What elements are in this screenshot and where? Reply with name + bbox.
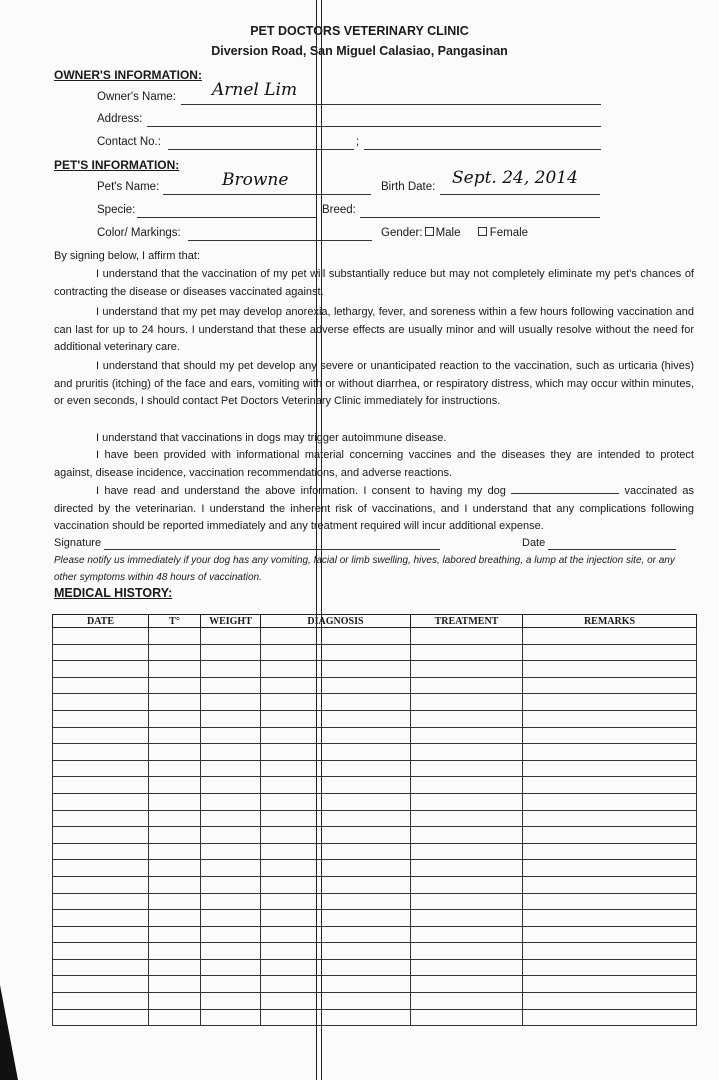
table-cell	[201, 959, 261, 976]
owner-name-label: Owner's Name:	[97, 91, 176, 103]
table-cell	[261, 744, 411, 761]
table-cell	[149, 993, 201, 1010]
medical-history-table	[52, 614, 697, 1026]
address-line	[147, 126, 601, 127]
table-cell	[149, 827, 201, 844]
table-cell	[411, 943, 523, 960]
table-cell	[53, 926, 149, 943]
column-header-remarks: REMARKS	[523, 615, 697, 628]
table-cell	[53, 910, 149, 927]
female-checkbox	[478, 227, 487, 236]
consent-paragraph-4: I understand that vaccinations in dogs may trigger autoimmune disease.	[96, 432, 447, 444]
table-row	[53, 677, 697, 694]
table-cell	[261, 893, 411, 910]
table-cell	[53, 661, 149, 678]
table-cell	[411, 926, 523, 943]
table-cell	[523, 959, 697, 976]
table-cell	[149, 1009, 201, 1026]
table-row	[53, 893, 697, 910]
table-cell	[261, 976, 411, 993]
table-cell	[149, 677, 201, 694]
table-row	[53, 876, 697, 893]
table-cell	[261, 760, 411, 777]
table-cell	[411, 910, 523, 927]
table-cell	[261, 661, 411, 678]
table-cell	[523, 628, 697, 645]
table-row	[53, 793, 697, 810]
table-cell	[201, 644, 261, 661]
table-cell	[411, 893, 523, 910]
table-cell	[261, 644, 411, 661]
breed-label: Breed:	[322, 204, 356, 216]
table-row	[53, 910, 697, 927]
table-row	[53, 993, 697, 1010]
contact-line-2	[364, 149, 601, 150]
column-header-temperature: T°	[149, 615, 201, 628]
table-cell	[411, 876, 523, 893]
table-cell	[201, 943, 261, 960]
table-cell	[53, 760, 149, 777]
table-cell	[201, 793, 261, 810]
consent-paragraph-2: I understand that my pet may develop anorexia, lethargy, fever, and soreness within a few hours following vaccination and can last for up to 24 hours. I understand that these adverse effects are usually minor and will usually resolve without the need for additional veterinary care.	[54, 306, 694, 353]
breed-line	[360, 217, 600, 218]
table-cell	[411, 677, 523, 694]
table-cell	[201, 1009, 261, 1026]
table-cell	[149, 628, 201, 645]
table-cell	[523, 843, 697, 860]
column-header-treatment: TREATMENT	[411, 615, 523, 628]
table-cell	[201, 843, 261, 860]
table-cell	[261, 1009, 411, 1026]
gender-field	[381, 227, 528, 239]
table-cell	[411, 993, 523, 1010]
table-cell	[523, 993, 697, 1010]
table-cell	[261, 860, 411, 877]
table-row	[53, 760, 697, 777]
table-cell	[523, 644, 697, 661]
gender-label: Gender:	[381, 227, 423, 239]
table-cell	[53, 860, 149, 877]
table-cell	[201, 760, 261, 777]
table-cell	[523, 1009, 697, 1026]
column-header-date: DATE	[53, 615, 149, 628]
table-row	[53, 810, 697, 827]
table-cell	[411, 694, 523, 711]
birth-date-label: Birth Date:	[381, 181, 436, 193]
contact-separator: ;	[356, 136, 360, 148]
table-cell	[411, 976, 523, 993]
table-cell	[53, 893, 149, 910]
table-cell	[411, 793, 523, 810]
table-cell	[53, 677, 149, 694]
table-cell	[201, 910, 261, 927]
table-cell	[523, 677, 697, 694]
table-cell	[149, 860, 201, 877]
table-cell	[201, 876, 261, 893]
table-cell	[411, 744, 523, 761]
table-cell	[149, 694, 201, 711]
table-cell	[261, 943, 411, 960]
table-cell	[201, 677, 261, 694]
birth-date-value: Sept. 24, 2014	[452, 168, 578, 188]
female-label: Female	[489, 227, 529, 239]
table-row	[53, 777, 697, 794]
table-cell	[149, 727, 201, 744]
table-cell	[523, 860, 697, 877]
table-cell	[523, 760, 697, 777]
table-cell	[201, 628, 261, 645]
consent-paragraph-1: I understand that the vaccination of my pet will substantially reduce but may not completely eliminate my pet's chances of contracting the disease or diseases vaccinated against.	[54, 268, 694, 298]
table-cell	[201, 744, 261, 761]
table-row	[53, 727, 697, 744]
scan-fold-line	[316, 0, 322, 1080]
consent-paragraph-6-start: I have read and understand the above information. I consent to having my dog	[96, 485, 506, 497]
contact-line-1	[168, 149, 354, 150]
date-label: Date	[522, 537, 546, 549]
table-cell	[261, 777, 411, 794]
table-cell	[149, 959, 201, 976]
table-cell	[411, 710, 523, 727]
table-row	[53, 628, 697, 645]
table-cell	[523, 876, 697, 893]
clinic-address: Diversion Road, San Miguel Calasiao, Pangasinan	[211, 44, 508, 58]
consent-paragraph-6	[54, 483, 694, 536]
table-cell	[149, 810, 201, 827]
table-cell	[53, 959, 149, 976]
table-cell	[149, 661, 201, 678]
consent-paragraph-3: I understand that should my pet develop any severe or unanticipated reaction to the vaccination, such as urticaria (hives) and pruritis (itching) of the face and ears, vomiting with or without diarrhea, or respiratory distress, which may occur within minutes, or even seconds, I should contact Pet Doctors Veterinary Clinic immediately for instructions.	[54, 360, 694, 407]
table-row	[53, 694, 697, 711]
signature-label: Signature	[54, 537, 102, 549]
table-cell	[411, 628, 523, 645]
table-cell	[523, 793, 697, 810]
color-markings-line	[188, 240, 372, 241]
table-cell	[201, 827, 261, 844]
table-cell	[53, 976, 149, 993]
owner-section-heading: OWNER'S INFORMATION:	[54, 68, 202, 82]
table-cell	[411, 644, 523, 661]
table-cell	[53, 1009, 149, 1026]
table-cell	[149, 744, 201, 761]
table-cell	[523, 893, 697, 910]
table-cell	[201, 727, 261, 744]
column-header-diagnosis: DIAGNOSIS	[261, 615, 411, 628]
table-cell	[411, 843, 523, 860]
table-cell	[523, 827, 697, 844]
consent-paragraph-5: I have been provided with informational material concerning vaccines and the diseases they are intended to protect against, disease incidence, vaccination recommendations, and adverse reactions.	[54, 449, 694, 479]
male-checkbox	[425, 227, 434, 236]
table-cell	[53, 843, 149, 860]
table-cell	[411, 777, 523, 794]
table-cell	[53, 628, 149, 645]
table-cell	[411, 827, 523, 844]
table-cell	[149, 976, 201, 993]
table-cell	[201, 661, 261, 678]
table-cell	[261, 628, 411, 645]
color-markings-label: Color/ Markings:	[97, 227, 181, 239]
scan-dark-edge	[0, 985, 18, 1080]
table-row	[53, 860, 697, 877]
table-cell	[149, 926, 201, 943]
table-cell	[261, 677, 411, 694]
table-cell	[201, 694, 261, 711]
table-row	[53, 1009, 697, 1026]
table-row	[53, 959, 697, 976]
clinic-name: PET DOCTORS VETERINARY CLINIC	[250, 24, 469, 38]
dog-name-blank	[511, 493, 619, 494]
table-cell	[149, 710, 201, 727]
specie-label: Specie:	[97, 204, 136, 216]
table-cell	[201, 860, 261, 877]
table-cell	[261, 910, 411, 927]
table-cell	[411, 860, 523, 877]
table-cell	[261, 793, 411, 810]
table-cell	[261, 827, 411, 844]
pet-name-line	[163, 194, 371, 195]
table-row	[53, 827, 697, 844]
table-cell	[523, 777, 697, 794]
table-cell	[523, 943, 697, 960]
table-row	[53, 644, 697, 661]
table-cell	[261, 993, 411, 1010]
table-cell	[411, 661, 523, 678]
table-cell	[53, 876, 149, 893]
owner-name-value: Arnel Lim	[212, 80, 298, 100]
contact-label: Contact No.:	[97, 136, 161, 148]
address-label: Address:	[97, 113, 143, 125]
table-cell	[411, 727, 523, 744]
table-header-row	[53, 615, 697, 628]
table-cell	[149, 943, 201, 960]
table-cell	[201, 993, 261, 1010]
table-cell	[523, 810, 697, 827]
pet-name-label: Pet's Name:	[97, 181, 160, 193]
table-cell	[523, 976, 697, 993]
table-cell	[149, 893, 201, 910]
column-header-weight: WEIGHT	[201, 615, 261, 628]
table-cell	[523, 710, 697, 727]
table-cell	[53, 744, 149, 761]
table-cell	[201, 777, 261, 794]
table-row	[53, 710, 697, 727]
signature-line	[104, 549, 440, 550]
pet-name-value: Browne	[222, 170, 289, 190]
table-cell	[53, 644, 149, 661]
table-cell	[53, 793, 149, 810]
table-cell	[523, 926, 697, 943]
table-cell	[149, 777, 201, 794]
table-row	[53, 976, 697, 993]
medical-history-heading: MEDICAL HISTORY:	[54, 586, 173, 600]
table-row	[53, 943, 697, 960]
medical-history-rows	[53, 628, 697, 1026]
table-cell	[411, 1009, 523, 1026]
table-cell	[201, 810, 261, 827]
table-cell	[149, 876, 201, 893]
table-row	[53, 926, 697, 943]
notification-note: Please notify us immediately if your dog has any vomiting, facial or limb swelling, hives, labored breathing, a lump at the injection site, or any other symptoms within 48 hours of vaccination.	[54, 555, 675, 583]
table-cell	[149, 644, 201, 661]
table-cell	[149, 910, 201, 927]
table-cell	[53, 993, 149, 1010]
male-label: Male	[435, 227, 461, 239]
table-cell	[523, 910, 697, 927]
table-cell	[53, 810, 149, 827]
table-cell	[523, 661, 697, 678]
table-cell	[201, 710, 261, 727]
table-cell	[149, 843, 201, 860]
table-cell	[53, 710, 149, 727]
table-cell	[53, 694, 149, 711]
specie-line	[137, 217, 317, 218]
owner-name-line	[181, 104, 601, 105]
pet-section-heading: PET'S INFORMATION:	[54, 158, 180, 172]
table-cell	[523, 744, 697, 761]
table-cell	[261, 959, 411, 976]
table-cell	[261, 843, 411, 860]
table-cell	[411, 810, 523, 827]
table-cell	[261, 710, 411, 727]
table-cell	[53, 777, 149, 794]
consent-intro: By signing below, I affirm that:	[54, 250, 200, 262]
consent-paragraph-6-end: vaccinated as directed by the veterinarian. I understand the inherent risk of vaccinations, and I understand that any complications following vaccination should be reported immediately and any treatment required will incur additional expense.	[54, 485, 695, 532]
table-cell	[149, 760, 201, 777]
table-cell	[411, 760, 523, 777]
table-cell	[53, 727, 149, 744]
table-cell	[261, 694, 411, 711]
table-row	[53, 744, 697, 761]
table-cell	[261, 810, 411, 827]
table-cell	[53, 827, 149, 844]
table-cell	[261, 876, 411, 893]
table-row	[53, 661, 697, 678]
table-cell	[201, 893, 261, 910]
table-row	[53, 843, 697, 860]
table-cell	[523, 694, 697, 711]
table-cell	[411, 959, 523, 976]
date-line	[548, 549, 676, 550]
table-cell	[53, 943, 149, 960]
table-cell	[261, 727, 411, 744]
table-cell	[201, 926, 261, 943]
table-cell	[149, 793, 201, 810]
birth-date-line	[440, 194, 600, 195]
table-cell	[523, 727, 697, 744]
table-cell	[261, 926, 411, 943]
table-cell	[201, 976, 261, 993]
